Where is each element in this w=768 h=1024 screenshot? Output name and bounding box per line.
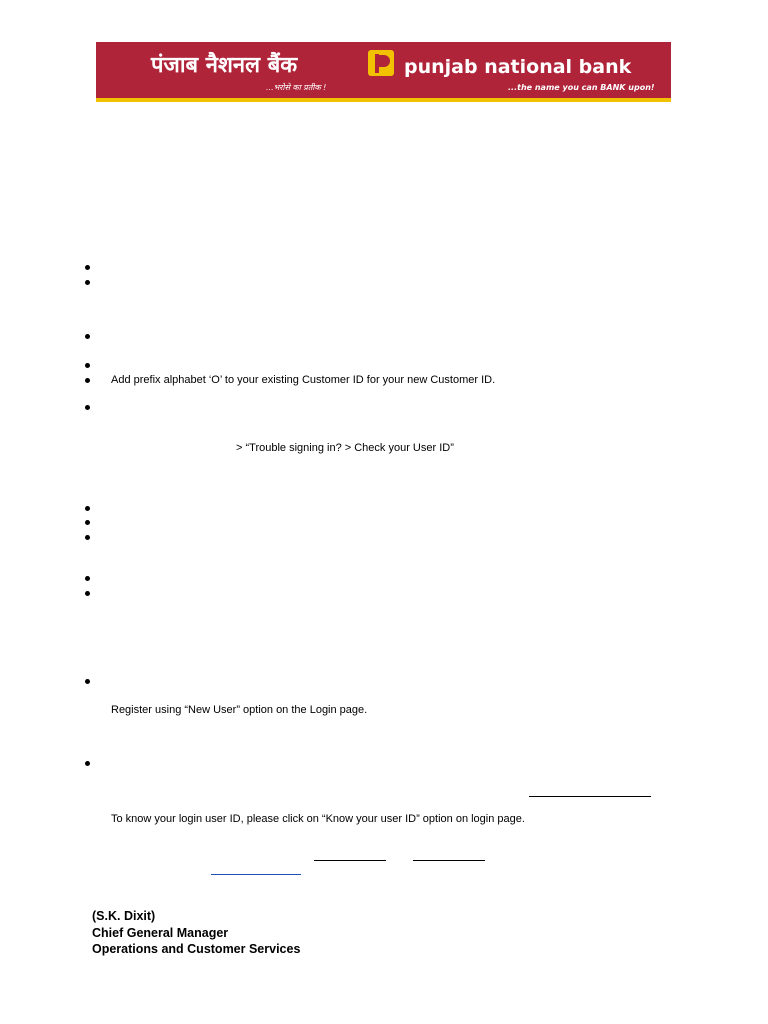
link-underline[interactable] [211,874,301,875]
underline-rule-2 [314,860,386,861]
bullet-7 [85,506,90,511]
pnb-logo [96,42,671,98]
bullet-10 [85,576,90,581]
bullet-3 [85,334,90,339]
bullet-2 [85,280,90,285]
bullet-5 [85,378,90,383]
hindi-bank-name: पंजाब नैशनल बैंक [151,53,298,78]
register-instruction: Register using “New User” option on the Login page. [111,704,368,716]
trouble-signing-path: > “Trouble signing in? > Check your User ID” [236,442,454,454]
bullet-9 [85,535,90,540]
pnb-logo-icon [368,50,394,76]
underline-rule-3 [413,860,485,861]
underline-rule-1 [529,796,651,797]
bullet-6 [85,405,90,410]
prefix-instruction: Add prefix alphabet ‘O’ to your existing Customer ID for your new Customer ID. [111,374,496,386]
hindi-tagline: ...भरोसे का प्रतीक ! [266,83,327,92]
english-bank-name: punjab national bank [404,56,632,78]
bullet-1 [85,265,90,270]
bullet-4 [85,363,90,368]
pnb-header-banner [96,42,671,102]
signatory-title: Chief General Manager [92,926,229,940]
bullet-13 [85,761,90,766]
bullet-11 [85,591,90,596]
signatory-name: (S.K. Dixit) [92,909,156,923]
know-user-id-instruction: To know your login user ID, please click on “Know your user ID” option on login page. [111,813,525,825]
bullet-12 [85,679,90,684]
signatory-department: Operations and Customer Services [92,942,301,956]
bullet-8 [85,520,90,525]
english-tagline: ...the name you can BANK upon! [508,83,655,92]
